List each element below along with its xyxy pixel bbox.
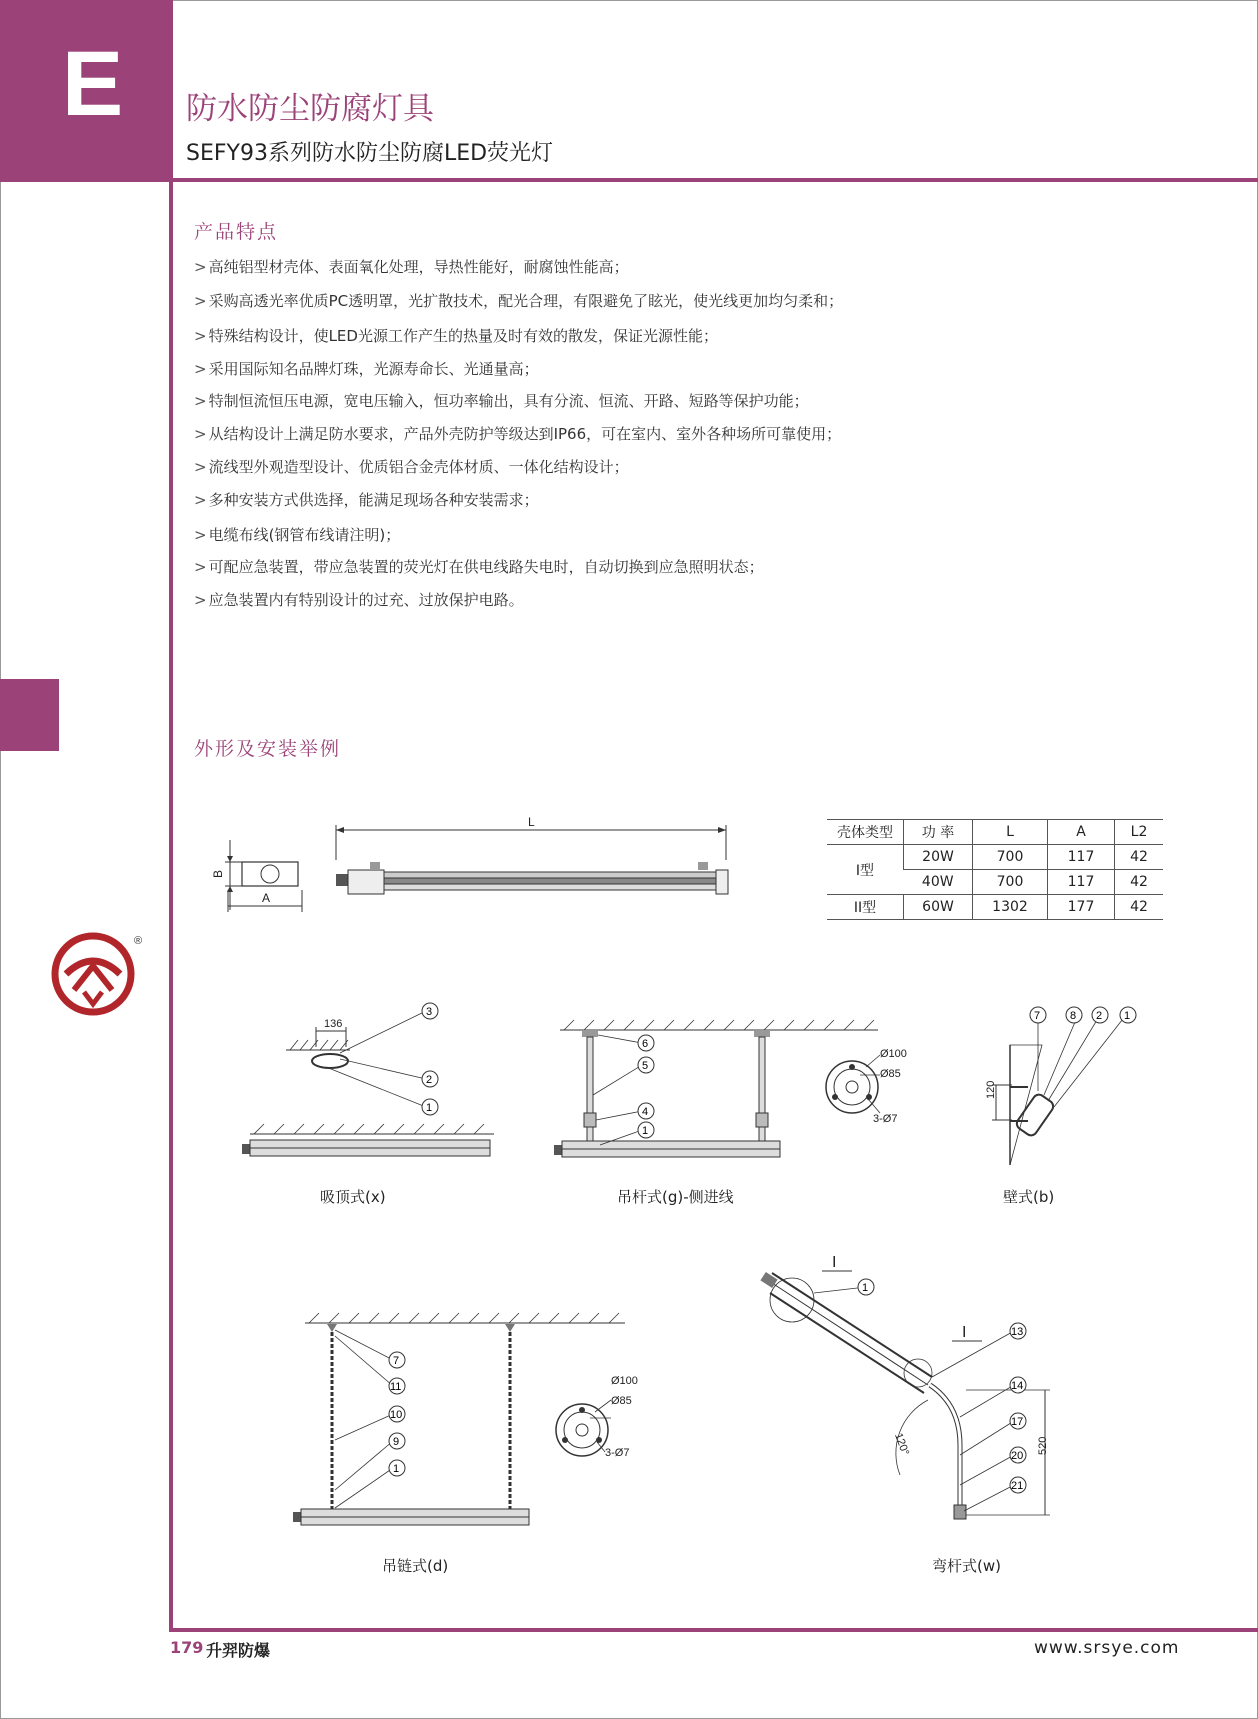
- svg-text:4: 4: [642, 1106, 649, 1118]
- caption-ceiling-mount: 吸顶式(x): [320, 1188, 386, 1206]
- page-number: 179: [170, 1638, 204, 1657]
- flange-inner: [834, 1069, 870, 1105]
- table-header-cell: 壳体类型: [827, 820, 904, 845]
- table-cell: 1302: [973, 895, 1048, 920]
- end-cap-right: [716, 870, 728, 894]
- dim-holes: 3-Ø7: [605, 1447, 630, 1459]
- detail-marker: I: [962, 1324, 967, 1341]
- table-cell: 117: [1048, 845, 1115, 870]
- svg-text:1: 1: [426, 1102, 433, 1114]
- svg-text:1: 1: [862, 1282, 869, 1294]
- table-cell: I型: [827, 845, 904, 895]
- dim-phi100: Ø100: [611, 1375, 638, 1387]
- table-cell: 20W: [904, 845, 973, 870]
- table-header-cell: A: [1048, 820, 1115, 845]
- side-tab-marker: [0, 679, 59, 751]
- page-title: 防水防尘防腐灯具: [186, 91, 434, 127]
- svg-text:14: 14: [1011, 1380, 1024, 1392]
- dim-L: L: [528, 815, 535, 829]
- section-letter: E: [61, 33, 124, 135]
- feature-item: > 采用国际知名品牌灯珠，光源寿命长、光通量高；: [194, 360, 539, 378]
- page-border-left: [0, 0, 1, 1719]
- table-header-cell: L: [973, 820, 1048, 845]
- svg-text:7: 7: [393, 1355, 400, 1367]
- feature-item: > 多种安装方式供选择，能满足现场各种安装需求；: [194, 491, 539, 509]
- feature-item: > 从结构设计上满足防水要求，产品外壳防护等级达到IP66，可在室内、室外各种场所可靠使用；: [194, 425, 842, 443]
- table-header-cell: 功 率: [904, 820, 973, 845]
- table-cell: 700: [973, 870, 1048, 895]
- ceiling-mount-drawing: [230, 995, 510, 1170]
- feature-item: > 应急装置内有特别设计的过充、过放保护电路。: [194, 591, 524, 609]
- table-cell: 60W: [904, 895, 973, 920]
- svg-text:5: 5: [642, 1060, 649, 1072]
- table-cell: 42: [1115, 870, 1164, 895]
- svg-text:2: 2: [1096, 1010, 1103, 1022]
- svg-text:11: 11: [390, 1381, 402, 1393]
- features-heading: 产品特点: [194, 221, 279, 243]
- svg-text:2: 2: [426, 1074, 433, 1086]
- pole-mount-drawing: [540, 995, 925, 1170]
- svg-text:8: 8: [1070, 1010, 1077, 1022]
- mount-bracket: [312, 1054, 348, 1068]
- registered-mark: ®: [134, 935, 143, 947]
- bent-pole-drawing: [760, 1245, 1070, 1545]
- detail-marker: I: [832, 1254, 837, 1271]
- feature-item: > 高纯铝型材壳体、表面氧化处理，导热性能好，耐腐蚀性能高；: [194, 258, 629, 276]
- dim-120: 120: [985, 1080, 997, 1099]
- dim-136: 136: [324, 1018, 343, 1030]
- svg-text:7: 7: [1034, 1010, 1041, 1022]
- page-subtitle: SEFY93系列防水防尘防腐LED荧光灯: [186, 141, 554, 166]
- table-cell: 42: [1115, 845, 1164, 870]
- vertical-accent-bar: [169, 0, 173, 1632]
- feature-item: > 特制恒流恒压电源，宽电压输入，恒功率输出，具有分流、恒流、开路、短路等保护功能；: [194, 392, 809, 410]
- footer-url: www.srsye.com: [1034, 1638, 1180, 1658]
- feature-item: > 采购高透光率优质PC透明罩，光扩散技术，配光合理，有限避免了眩光，使光线更加均匀柔和；: [194, 292, 844, 310]
- caption-bent-pole-mount: 弯杆式(w): [932, 1557, 1001, 1575]
- svg-text:20: 20: [1011, 1450, 1024, 1462]
- table-cell: 177: [1048, 895, 1115, 920]
- svg-text:1: 1: [642, 1125, 649, 1137]
- dim-B: B: [211, 869, 225, 878]
- wall-mount-drawing: [970, 995, 1145, 1170]
- feature-item: > 特殊结构设计，使LED光源工作产生的热量及时有效的散发，保证光源性能；: [194, 327, 718, 345]
- svg-text:21: 21: [1011, 1480, 1024, 1492]
- table-row: [827, 845, 1163, 870]
- dim-A: A: [262, 891, 271, 905]
- feature-item: > 可配应急装置，带应急装置的荧光灯在供电线路失电时，自动切换到应急照明状态；: [194, 558, 764, 576]
- svg-text:9: 9: [393, 1436, 400, 1448]
- dim-holes: 3-Ø7: [873, 1113, 898, 1125]
- dim-520: 520: [1037, 1436, 1049, 1455]
- footer-rule: [169, 1628, 1258, 1632]
- svg-text:10: 10: [390, 1409, 403, 1421]
- svg-text:1: 1: [393, 1463, 400, 1475]
- table-cell: II型: [827, 895, 904, 920]
- table-cell: 42: [1115, 895, 1164, 920]
- cable-gland: [336, 874, 348, 886]
- end-cap-left: [348, 870, 384, 894]
- svg-text:13: 13: [1011, 1326, 1024, 1338]
- svg-text:1: 1: [1124, 1010, 1131, 1022]
- svg-text:6: 6: [642, 1038, 649, 1050]
- install-heading: 外形及安装举例: [194, 738, 342, 760]
- svg-text:17: 17: [1011, 1416, 1024, 1428]
- spec-table: [827, 819, 1163, 920]
- caption-wall-mount: 壁式(b): [1003, 1188, 1055, 1206]
- end-view-lens: [261, 865, 279, 883]
- angle-label: 120°: [892, 1431, 912, 1458]
- caption-pole-mount: 吊杆式(g)-侧进线: [617, 1188, 734, 1206]
- product-outline-drawing: [200, 810, 740, 920]
- svg-text:3: 3: [426, 1006, 433, 1018]
- header-rule: [169, 178, 1258, 182]
- feature-item: > 电缆布线(钢管布线请注明)；: [194, 526, 401, 544]
- brand-logo: [48, 930, 148, 1026]
- table-row: [827, 895, 1163, 920]
- dim-phi100: Ø100: [880, 1048, 907, 1060]
- end-view-body: [242, 862, 298, 886]
- table-cell: 117: [1048, 870, 1115, 895]
- feature-item: > 流线型外观造型设计、优质铝合金壳体材质、一体化结构设计；: [194, 458, 629, 476]
- caption-chain-mount: 吊链式(d): [382, 1557, 449, 1575]
- table-cell: 700: [973, 845, 1048, 870]
- table-cell: 40W: [904, 870, 973, 895]
- dim-phi85: Ø85: [611, 1395, 632, 1407]
- table-header-cell: L2: [1115, 820, 1164, 845]
- page-border-top: [0, 0, 1258, 1]
- chain-mount-drawing: [285, 1300, 665, 1545]
- table-header-row: [827, 820, 1163, 845]
- dim-phi85: Ø85: [880, 1068, 901, 1080]
- footer-brand: 升羿防爆: [206, 1641, 271, 1660]
